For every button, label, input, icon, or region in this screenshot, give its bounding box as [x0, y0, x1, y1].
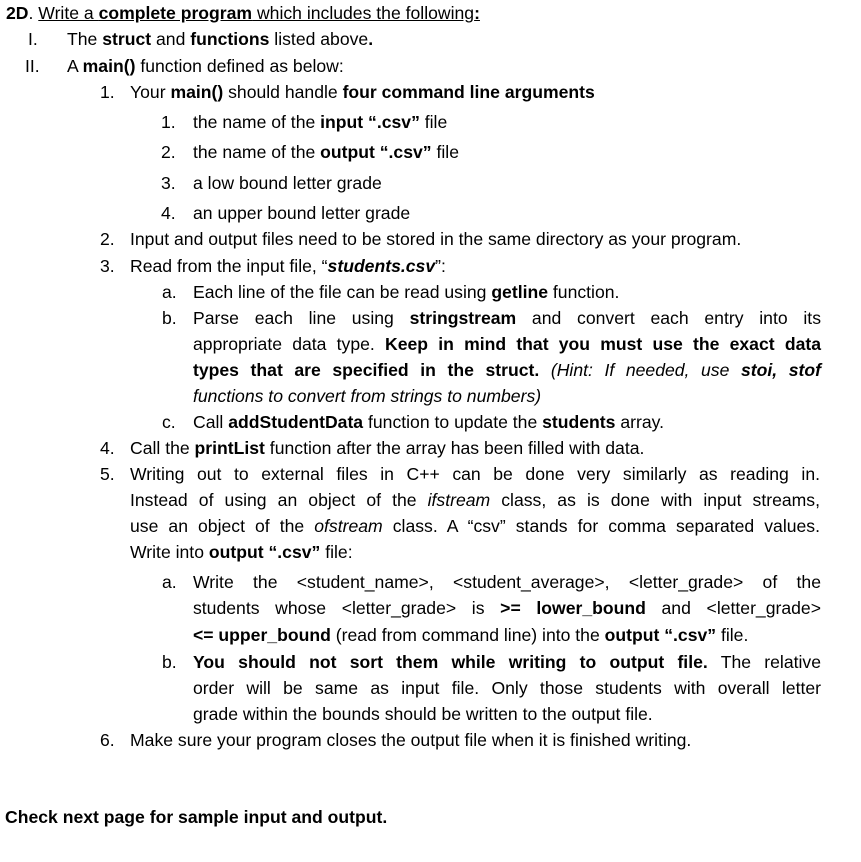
item-2-number: 2.	[100, 229, 115, 249]
item-5b-line-2: order will be same as input file. Only those students with overall letter	[193, 678, 821, 698]
item-5-line-2: Instead of using an object of the ifstream class, as is done with input streams,	[130, 490, 820, 510]
item-3b-line-3: types that are specified in the struct. (Hint: If needed, use stoi, stof	[193, 360, 821, 380]
section-heading: 2D. Write a complete program which includes the following:	[6, 3, 480, 23]
item-4-number: 4.	[100, 438, 115, 458]
item-5a-line-3: <= upper_bound (read from command line) into the output “.csv” file.	[193, 625, 749, 645]
item-3a-letter: a.	[162, 282, 177, 302]
item-3b-line-2: appropriate data type. Keep in mind that you must use the exact data	[193, 334, 821, 354]
arg-1-text: the name of the input “.csv” file	[193, 112, 448, 132]
item-5a-line-1: Write the <student_name>, <student_average>, <letter_grade> of the	[193, 572, 821, 592]
roman-numeral-2: II.	[25, 56, 40, 76]
item-4-text: Call the printList function after the array has been filled with data.	[130, 438, 645, 458]
item-5b-letter: b.	[162, 652, 177, 672]
item-6-number: 6.	[100, 730, 115, 750]
roman-item-2: A main() function defined as below:	[67, 56, 344, 76]
arg-2-number: 2.	[161, 142, 176, 162]
footer-note: Check next page for sample input and output.	[5, 807, 388, 827]
item-1-number: 1.	[100, 82, 115, 102]
item-2-text: Input and output files need to be stored in the same directory as your program.	[130, 229, 742, 249]
item-3a-text: Each line of the file can be read using getline function.	[193, 282, 620, 302]
item-3-number: 3.	[100, 256, 115, 276]
roman-numeral-1: I.	[28, 29, 38, 49]
arg-3-number: 3.	[161, 173, 176, 193]
roman-item-1: The struct and functions listed above.	[67, 29, 374, 49]
item-6-text: Make sure your program closes the output file when it is finished writing.	[130, 730, 692, 750]
arg-1-number: 1.	[161, 112, 176, 132]
item-5a-line-2: students whose <letter_grade> is >= lower_bound and <letter_grade>	[193, 598, 821, 618]
item-5-line-4: Write into output “.csv” file:	[130, 542, 353, 562]
item-3c-letter: c.	[162, 412, 176, 432]
arg-2-text: the name of the output “.csv” file	[193, 142, 459, 162]
arg-4-number: 4.	[161, 203, 176, 223]
item-5-line-3: use an object of the ofstream class. A “csv” stands for comma separated values.	[130, 516, 820, 536]
item-3b-letter: b.	[162, 308, 177, 328]
item-5-number: 5.	[100, 464, 115, 484]
heading-label: 2D	[6, 3, 29, 23]
item-5-line-1: Writing out to external files in C++ can be done very similarly as reading in.	[130, 464, 820, 484]
item-3c-text: Call addStudentData function to update the students array.	[193, 412, 665, 432]
item-1-text: Your main() should handle four command line arguments	[130, 82, 595, 102]
item-5a-letter: a.	[162, 572, 177, 592]
item-5b-line-3: grade within the bounds should be written to the output file.	[193, 704, 653, 724]
item-3b-line-1: Parse each line using stringstream and convert each entry into its	[193, 308, 821, 328]
item-5b-line-1: You should not sort them while writing to output file. The relative	[193, 652, 821, 672]
arg-4-text: an upper bound letter grade	[193, 203, 411, 223]
arg-3-text: a low bound letter grade	[193, 173, 382, 193]
item-3-text: Read from the input file, “students.csv”:	[130, 256, 446, 276]
item-3b-line-4: functions to convert from strings to numbers)	[193, 386, 542, 406]
